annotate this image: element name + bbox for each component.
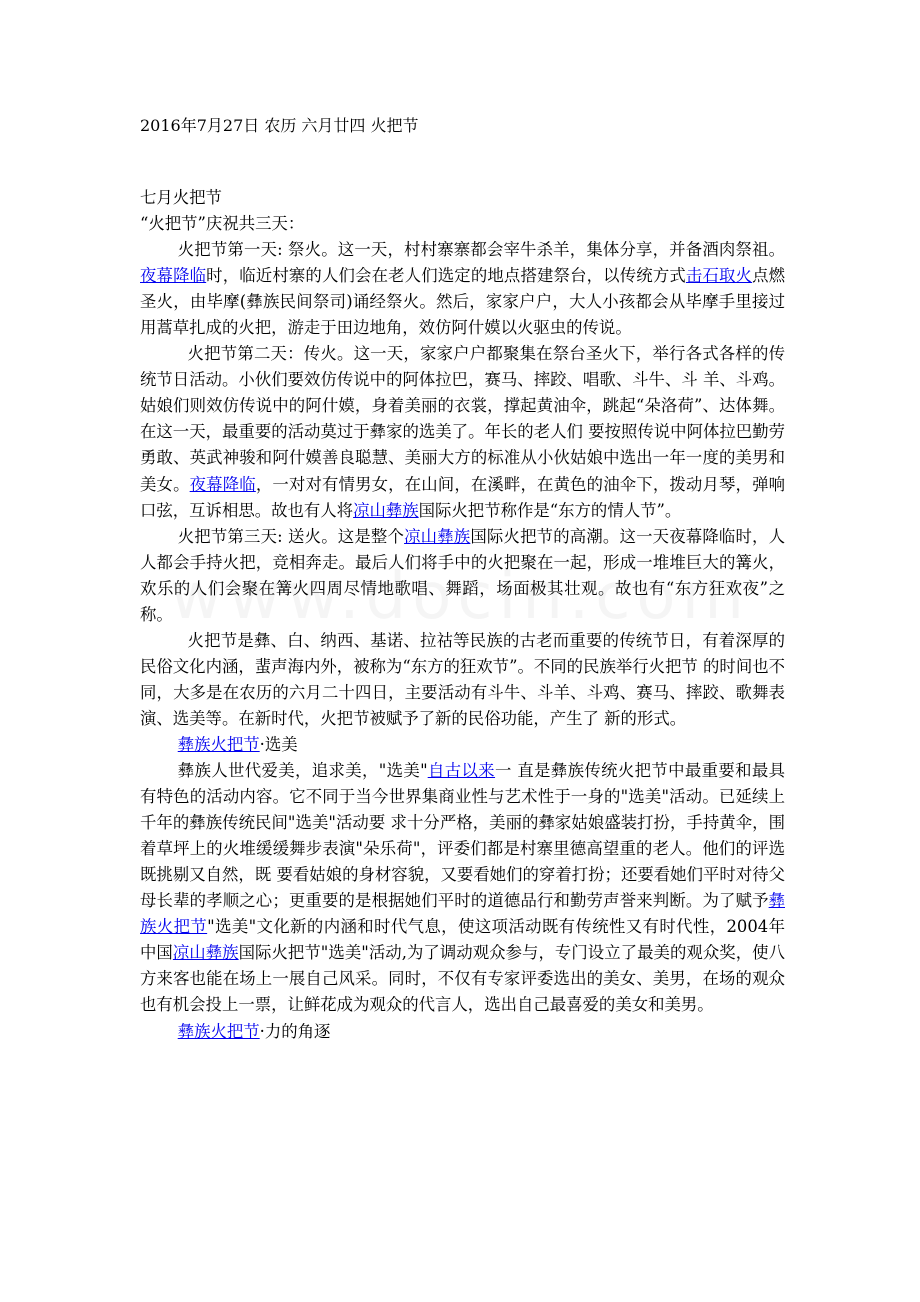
paragraph-text: 国际火把节的高潮。这一天夜幕降临时，人人都会手持火把，竞相奔走。最后人们将手中的火把聚在一起，形成一堆堆巨大的篝火，欢乐的人们会聚在篝火四周尽情地歌唱、舞蹈，场面极其壮观。故也有“东方狂欢夜”之称。 — [140, 526, 786, 624]
heading-text: ·力的角逐 — [259, 1021, 331, 1041]
section-heading-beauty-contest — [140, 732, 785, 758]
article-body — [140, 185, 785, 1045]
link-yi-torch-festival[interactable]: 彝族火把节 — [140, 891, 785, 937]
link-liangshan-yi[interactable]: 凉山彝族 — [404, 526, 471, 546]
paragraph-text: "选美"文化新的内涵和时代气息，使这项活动既有传统性又有时代性，2004年中国 — [140, 917, 785, 963]
link-liangshan-yi[interactable]: 凉山彝族 — [172, 943, 239, 963]
paragraph-text: 火把节第一天: 祭火。这一天，村村寨寨都会宰牛杀羊，集体分享，并备酒肉祭祖。 — [177, 240, 785, 260]
paragraph-text: 时，临近村寨的人们会在老人们选定的地点搭建祭台，以传统方式 — [206, 266, 686, 286]
paragraph-text: 火把节第二天：传火。这一天，家家户户都聚集在祭台圣火下，举行各式各样的传统节日活动。小伙们要效仿传说中的阿体拉巴，赛马、摔跤、唱歌、斗牛、斗 羊、斗鸡。姑娘们则效仿传说中的阿什嫫，身着美丽的衣裳，撑起黄油伞，跳起“朵洛荷”、达体舞。在这一天，最重要的活动莫过于彝家的选美了。年长的老人们 要按照传说中阿体拉巴勤劳勇敢、英武神骏和阿什嫫善良聪慧、美丽大方的标准从小伙姑娘中选出一年一度的美男和美女。 — [140, 344, 785, 494]
article-title: 七月火把节 — [140, 188, 222, 207]
paragraph-day-two — [140, 341, 785, 523]
paragraph-text: 彝族人世代爱美，追求美，"选美" — [177, 761, 428, 781]
link-since-ancient-times[interactable]: 自古以来 — [427, 761, 496, 781]
paragraph-text: 国际火把节称作是“东方的情人节”。 — [418, 500, 682, 520]
link-nightfall[interactable]: 夜幕降临 — [189, 474, 256, 494]
paragraph-text: 点燃圣火，由毕摩(彝族民间祭司)诵经祭火。然后，家家户户，大人小孩都会从毕摩手里接过用蒿草扎成的火把，游走于田边地角，效仿阿什嫫以火驱虫的传说。 — [140, 266, 786, 338]
heading-text: ·选美 — [259, 734, 298, 754]
link-yi-torch-festival[interactable]: 彝族火把节 — [177, 734, 260, 754]
paragraph-text: 火把节第三天: 送火。这是整个 — [177, 526, 405, 546]
paragraph-text: 国际火把节"选美"活动,为了调动观众参与，专门设立了最美的观众奖，使八方来客也能在场上一展自己风采。同时，不仅有专家评委选出的美女、美男，在场的观众也有机会投上一票，让鲜花成为观众的代言人，选出自己最喜爱的美女和美男。 — [140, 943, 785, 1015]
paragraph-beauty-contest — [140, 758, 785, 1018]
article-subtitle: “火把节”庆祝共三天： — [140, 214, 305, 234]
section-heading-strength-contest — [140, 1019, 785, 1045]
link-strike-stone-fire[interactable]: 击石取火 — [685, 266, 753, 286]
paragraph-day-three — [140, 524, 785, 628]
date-line: 2016年7月27日 农历 六月廿四 火把节 — [140, 116, 419, 135]
paragraph-festival-overview: 火把节是彝、白、纳西、基诺、拉祜等民族的古老而重要的传统节日，有着深厚的民俗文化内涵，蜚声海内外，被称为“东方的狂欢节”。不同的民族举行火把节 的时间也不同，大多是在农历的六月二十四日，主要活动有斗牛、斗羊、斗鸡、赛马、摔跤、歌舞表演、选美等。在新时代，火把节被赋予了新的民俗功能，产生了 新的形式。 — [140, 630, 785, 728]
link-liangshan-yi[interactable]: 凉山彝族 — [353, 500, 419, 520]
link-nightfall[interactable]: 夜幕降临 — [140, 266, 207, 286]
paragraph-day-one — [140, 237, 785, 341]
paragraph-text: ，一对对有情男女，在山间，在溪畔，在黄色的油伞下，拨动月琴，弹响口弦，互诉相思。故也有人将 — [140, 474, 786, 520]
link-yi-torch-festival[interactable]: 彝族火把节 — [177, 1021, 260, 1041]
paragraph-text: 一 直是彝族传统火把节中最重要和最具有特色的活动内容。它不同于当今世界集商业性与艺术性于一身的"选美"活动。已延续上千年的彝族传统民间"选美"活动要 求十分严格，美丽的彝家姑娘盛装打扮，手持黄伞，围着草坪上的火堆缓缓舞步表演"朵乐荷"，评委们都是村寨里德高望重的老人。他们的评选既挑剔又自然，既 要看姑娘的身材容貌，又要看她们的穿着打扮；还要看她们平时对待父母长辈的孝顺之心；更重要的是根据她们平时的道德品行和勤劳声誉来判断。为了赋予 — [140, 761, 786, 911]
